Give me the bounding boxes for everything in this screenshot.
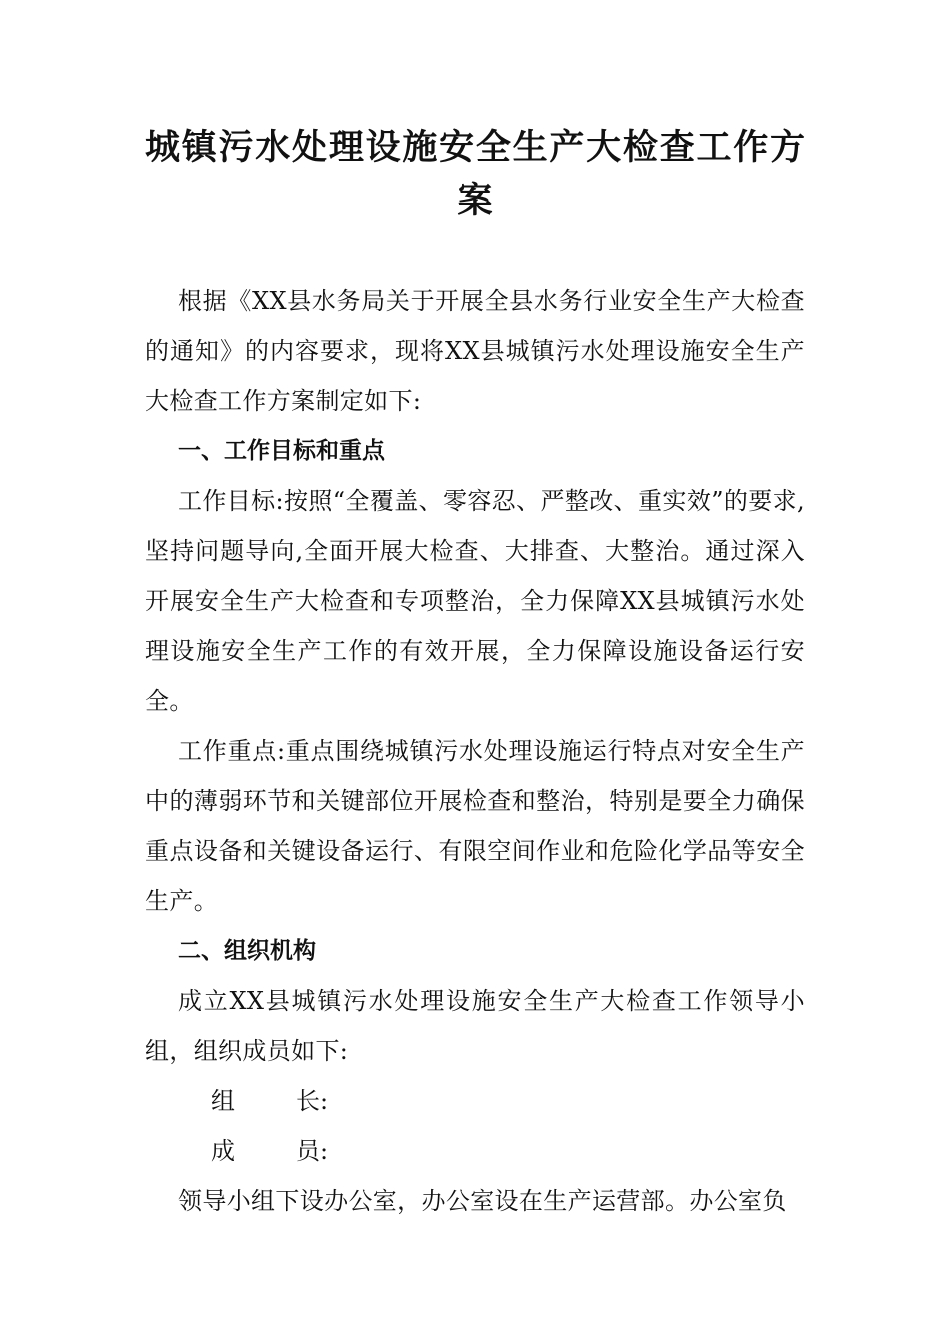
member-line (145, 1126, 805, 1176)
organization-paragraph: 成立XX县城镇污水处理设施安全生产大检查工作领导小组，组织成员如下: (145, 987, 805, 1065)
document-body (145, 276, 805, 1226)
member-label-char1: 成 (211, 1137, 235, 1165)
leader-label-char1: 组 (211, 1087, 235, 1115)
office-paragraph: 领导小组下设办公室，办公室设在生产运营部。办公室负 (178, 1187, 787, 1215)
section-heading-goals: 一、工作目标和重点 (178, 438, 385, 464)
member-label-char2: 员: (296, 1137, 329, 1165)
intro-paragraph: 根据《XX县水务局关于开展全县水务行业安全生产大检查的通知》的内容要求，现将XX县城镇污水处理设施安全生产大检查工作方案制定如下: (145, 287, 805, 415)
section-heading-organization: 二、组织机构 (178, 938, 316, 964)
focus-paragraph: 工作重点:重点围绕城镇污水处理设施运行特点对安全生产中的薄弱环节和关键部位开展检查和整治，特别是要全力确保重点设备和关键设备运行、有限空间作业和危险化学品等安全生产。 (145, 737, 805, 915)
leader-label-char2: 长: (296, 1087, 329, 1115)
document-title: 城镇污水处理设施安全生产大检查工作方案 (145, 128, 805, 221)
goal-paragraph: 工作目标:按照“全覆盖、零容忍、严整改、重实效”的要求,坚持问题导向,全面开展大检查、大排查、大整治。通过深入开展安全生产大检查和专项整治，全力保障XX县城镇污水处理设施安全生产工作的有效开展，全力保障设施设备运行安全。 (145, 487, 805, 715)
leader-line (145, 1076, 805, 1126)
